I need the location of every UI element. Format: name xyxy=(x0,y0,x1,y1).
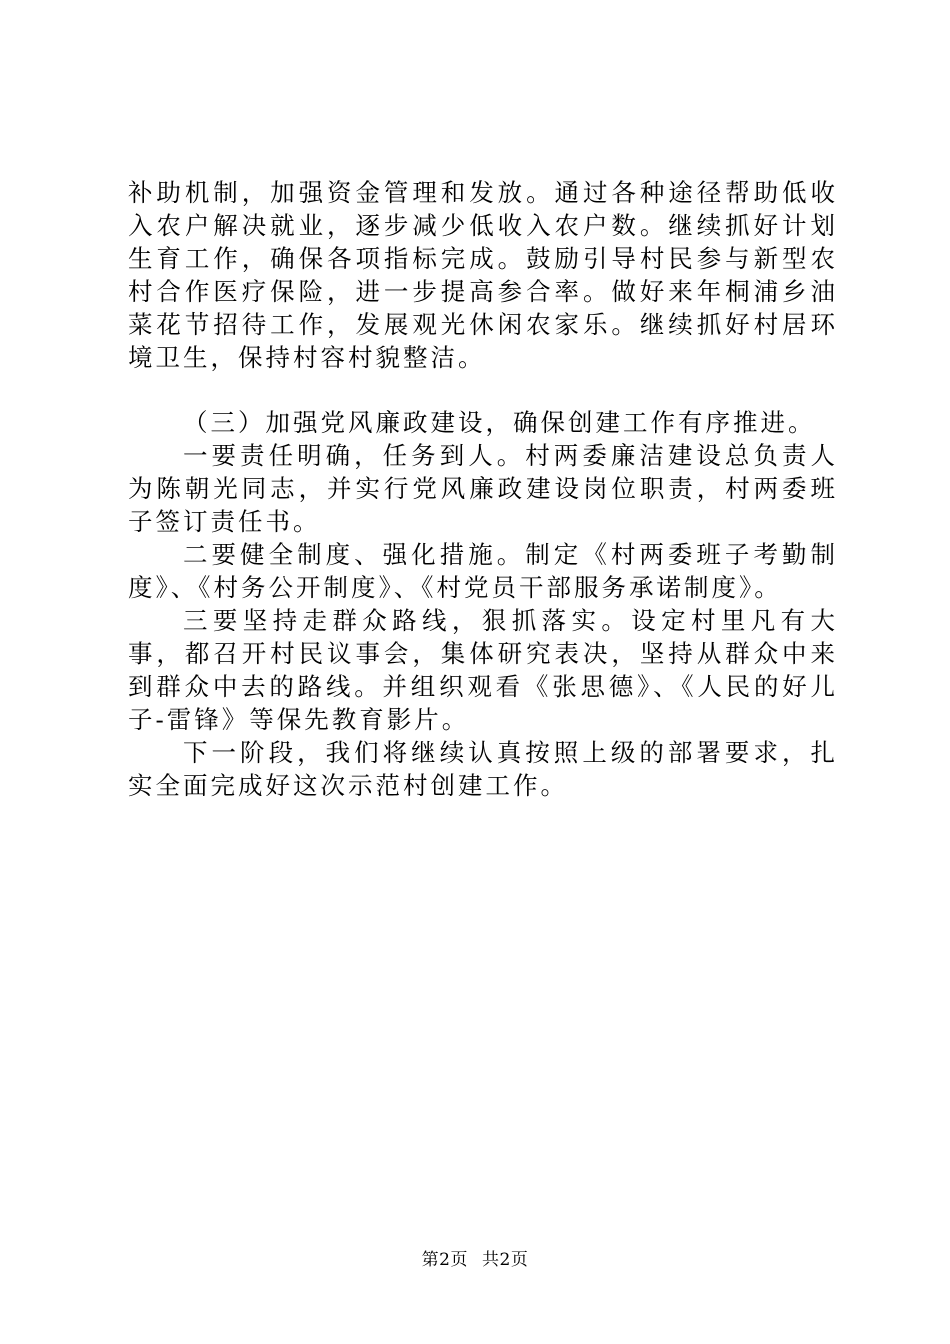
document-body xyxy=(128,176,838,802)
paragraph-responsibility: 一要责任明确，任务到人。村两委廉洁建设总负责人为陈朝光同志，并实行党风廉政建设岗位职责，村两委班子签订责任书。 xyxy=(128,441,838,536)
section-heading: （三）加强党风廉政建设，确保创建工作有序推进。 xyxy=(183,408,816,437)
paragraph-gap xyxy=(128,374,838,406)
paragraph-continuation: 补助机制，加强资金管理和发放。通过各种途径帮助低收入农户解决就业，逐步减少低收入农户数。继续抓好计划生育工作，确保各项指标完成。鼓励引导村民参与新型农村合作医疗保险，进一步提高参合率。做好来年桐浦乡油菜花节招待工作，发展观光休闲农家乐。继续抓好村居环境卫生，保持村容村貌整洁。 xyxy=(128,178,838,372)
page-number: 第2页 xyxy=(421,1250,468,1270)
paragraph-mass-line: 三要坚持走群众路线，狠抓落实。设定村里凡有大事，都召开村民议事会，集体研究表决，坚持从群众中来到群众中去的路线。并组织观看《张思德》、《人民的好儿子-雷锋》等保先教育影片。 xyxy=(128,606,838,734)
paragraph-system: 二要健全制度、强化措施。制定《村两委班子考勤制度》、《村务公开制度》、《村党员干部服务承诺制度》。 xyxy=(128,540,838,602)
page-footer xyxy=(0,1245,950,1270)
page-total: 共2页 xyxy=(482,1250,529,1270)
paragraph-next-stage: 下一阶段，我们将继续认真按照上级的部署要求，扎实全面完成好这次示范村创建工作。 xyxy=(128,738,838,800)
